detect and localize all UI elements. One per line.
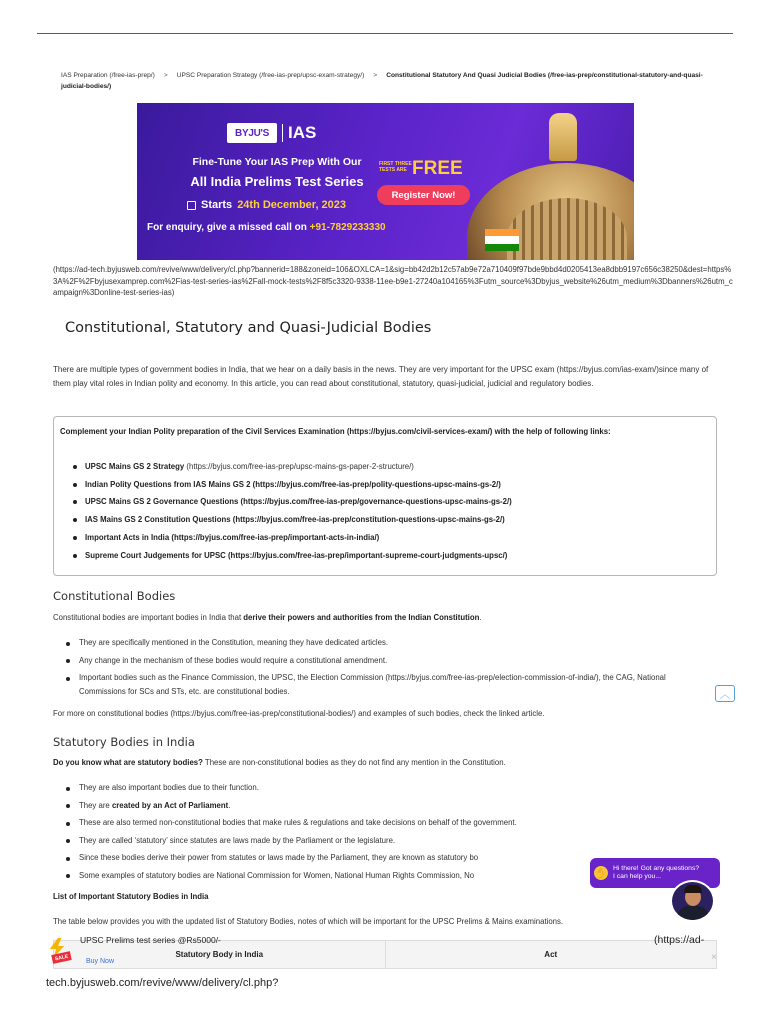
banner-link-url[interactable]: (https://ad-tech.byjusweb.com/revive/www/delivery/cl.php?bannerid=188&zoneid=106&OXLCA=1&sig=bb42d2b12c57ab9e72a710409f97bde9bbd4d0205413ea8dbb9197c656c38250&dest=https%3A%2F%2Fbyjusexamprep.com%2Fias-test-series-ias%2Fall-mock-tests%2F8f5c3320-9338-11ee-b9e1-27240a104165%3Futm_source%3Dbyjus_website%26utm_medium%3Dbanners%26utm_campaign%3Donline-test-series-ias) xyxy=(53,265,733,297)
sale-promo-url-continued[interactable]: tech.byjusweb.com/revive/www/delivery/cl.php? xyxy=(46,977,279,989)
list-item: These are also termed non-constitutional bodies that make rules & regulations and take decisions on behalf of the government. xyxy=(66,816,706,830)
list-item[interactable]: Important Acts in India (https://byjus.com/free-ias-prep/important-acts-in-india/) xyxy=(73,529,713,547)
list-item: They are called ‘statutory’ since statutes are laws made by the Parliament or the legislature. xyxy=(66,834,706,848)
breadcrumb-separator: > xyxy=(373,72,378,79)
sale-promo-text[interactable]: UPSC Prelims test series @Rs5000/- xyxy=(80,935,221,945)
intro-paragraph: There are multiple types of government bodies in India, that we hear on a daily basis in the news. They are very important for the UPSC exam (https://byjus.com/ias-exam/)since many of them play vital roles in Indian polity and economy. In this article, you can read about constitutional, statutory, quasi-judicial, judicial and regulatory bodies. xyxy=(53,365,709,388)
constitutional-bullets xyxy=(66,636,706,703)
list-item[interactable]: UPSC Mains GS 2 Strategy (https://byjus.com/free-ias-prep/upsc-mains-gs-paper-2-structure/) xyxy=(73,458,713,476)
breadcrumb xyxy=(61,70,711,92)
wave-hand-icon: ✋ xyxy=(594,866,608,880)
breadcrumb-current: Constitutional Statutory And Quasi Judicial Bodies (/free-ias-prep/constitutional-statutory-and-quasi-judicial-bodies/) xyxy=(61,72,703,90)
test-series-banner[interactable] xyxy=(137,103,634,260)
constitutional-paragraph: Constitutional bodies are important bodies in India that derive their powers and authorities from the Indian Constitution. xyxy=(53,613,482,622)
banner-subtitle: Fine-Tune Your IAS Prep With Our xyxy=(192,156,362,168)
list-item[interactable]: IAS Mains GS 2 Constitution Questions (https://byjus.com/free-ias-prep/constitution-questions-upsc-mains-gs-2/) xyxy=(73,511,713,529)
calendar-icon xyxy=(187,201,196,210)
statutory-list-heading: List of Important Statutory Bodies in India xyxy=(53,892,209,901)
chevron-up-icon: ︿ xyxy=(720,690,730,701)
list-item: Any change in the mechanism of these bodies would require a constitutional amendment. xyxy=(66,654,706,668)
list-item: They are created by an Act of Parliament. xyxy=(66,799,706,813)
list-item[interactable]: UPSC Mains GS 2 Governance Questions (https://byjus.com/free-ias-prep/governance-questions-upsc-mains-gs-2/) xyxy=(73,493,713,511)
page-title: Constitutional, Statutory and Quasi-Judicial Bodies xyxy=(65,320,432,336)
list-item[interactable]: Important bodies such as the Finance Commission, the UPSC, the Election Commission (https://byjus.com/free-ias-prep/election-commission-of-india/), the CAG, National Commissions for SCs and STs, etc. are constitutional bodies. xyxy=(66,671,706,699)
close-icon[interactable]: × xyxy=(711,952,717,963)
banner-headline: All India Prelims Test Series xyxy=(190,174,364,189)
list-item[interactable]: Supreme Court Judgements for UPSC (https://byjus.com/free-ias-prep/important-supreme-court-judgments-upsc/) xyxy=(73,547,713,565)
sale-promo-bar[interactable] xyxy=(46,932,726,970)
national-emblem-image xyxy=(549,113,577,161)
sale-promo-url[interactable]: (https://ad- xyxy=(654,934,705,946)
list-item[interactable]: Indian Polity Questions from IAS Mains GS 2 (https://byjus.com/free-ias-prep/polity-questions-upsc-mains-gs-2/) xyxy=(73,476,713,494)
byjus-ias-logo: BYJU'S IAS xyxy=(227,123,316,143)
list-item: Some examples of statutory bodies are National Commission for Women, National Human Rights Commission, No xyxy=(66,869,706,883)
links-box-heading[interactable]: Complement your Indian Polity preparation of the Civil Services Examination (https://byjus.com/civil-services-exam/) with the help of following links: xyxy=(60,427,611,436)
banner-first-three-tests: FIRST THREE TESTS ARE xyxy=(379,161,412,173)
polity-links-list xyxy=(73,458,713,564)
breadcrumb-separator: > xyxy=(163,72,168,79)
breadcrumb-ias-preparation[interactable]: IAS Preparation (/free-ias-prep/) xyxy=(61,72,155,79)
scroll-to-top-button[interactable] xyxy=(715,685,735,702)
chat-greeting-line2: I can help you... xyxy=(613,873,661,880)
banner-enquiry: For enquiry, give a missed call on +91-7829233330 xyxy=(147,222,386,233)
polity-links-box xyxy=(53,416,717,576)
list-item: Since these bodies derive their power from statutes or laws made by the Parliament, they are known as statutory bo xyxy=(66,851,706,865)
section-heading-statutory: Statutory Bodies in India xyxy=(53,735,195,749)
table-header-cell: Statutory Body in India xyxy=(175,950,264,959)
chat-greeting-line1: Hi there! Got any questions? xyxy=(613,864,700,872)
statutory-question: Do you know what are statutory bodies? These are non-constitutional bodies as they do not find any mention in the Constitution. xyxy=(53,758,506,767)
sale-bolt-icon: SALE xyxy=(46,938,70,964)
top-divider xyxy=(37,33,733,34)
list-item: They are specifically mentioned in the Constitution, meaning they have dedicated articles. xyxy=(66,636,706,650)
banner-start-date: Starts 24th December, 2023 xyxy=(187,199,377,211)
breadcrumb-upsc-strategy[interactable]: UPSC Preparation Strategy (/free-ias-prep/upsc-exam-strategy/) xyxy=(176,72,365,79)
constitutional-more-link[interactable]: For more on constitutional bodies (https://byjus.com/free-ias-prep/constitutional-bodies/) and examples of such bodies, check the linked article. xyxy=(53,709,545,718)
chat-agent-avatar[interactable] xyxy=(670,880,715,922)
banner-free-label: FREE xyxy=(412,158,463,179)
list-item: They are also important bodies due to their function. xyxy=(66,781,706,795)
indian-flag-icon xyxy=(485,229,519,251)
register-now-button[interactable]: Register Now! xyxy=(377,185,470,205)
buy-now-link[interactable]: Buy Now xyxy=(86,958,115,965)
table-intro: The table below provides you with the updated list of Statutory Bodies, notes of which will be important for the UPSC Prelims & Mains examinations. xyxy=(53,917,564,926)
table-header-cell: Act xyxy=(385,941,717,968)
section-heading-constitutional: Constitutional Bodies xyxy=(53,589,176,603)
